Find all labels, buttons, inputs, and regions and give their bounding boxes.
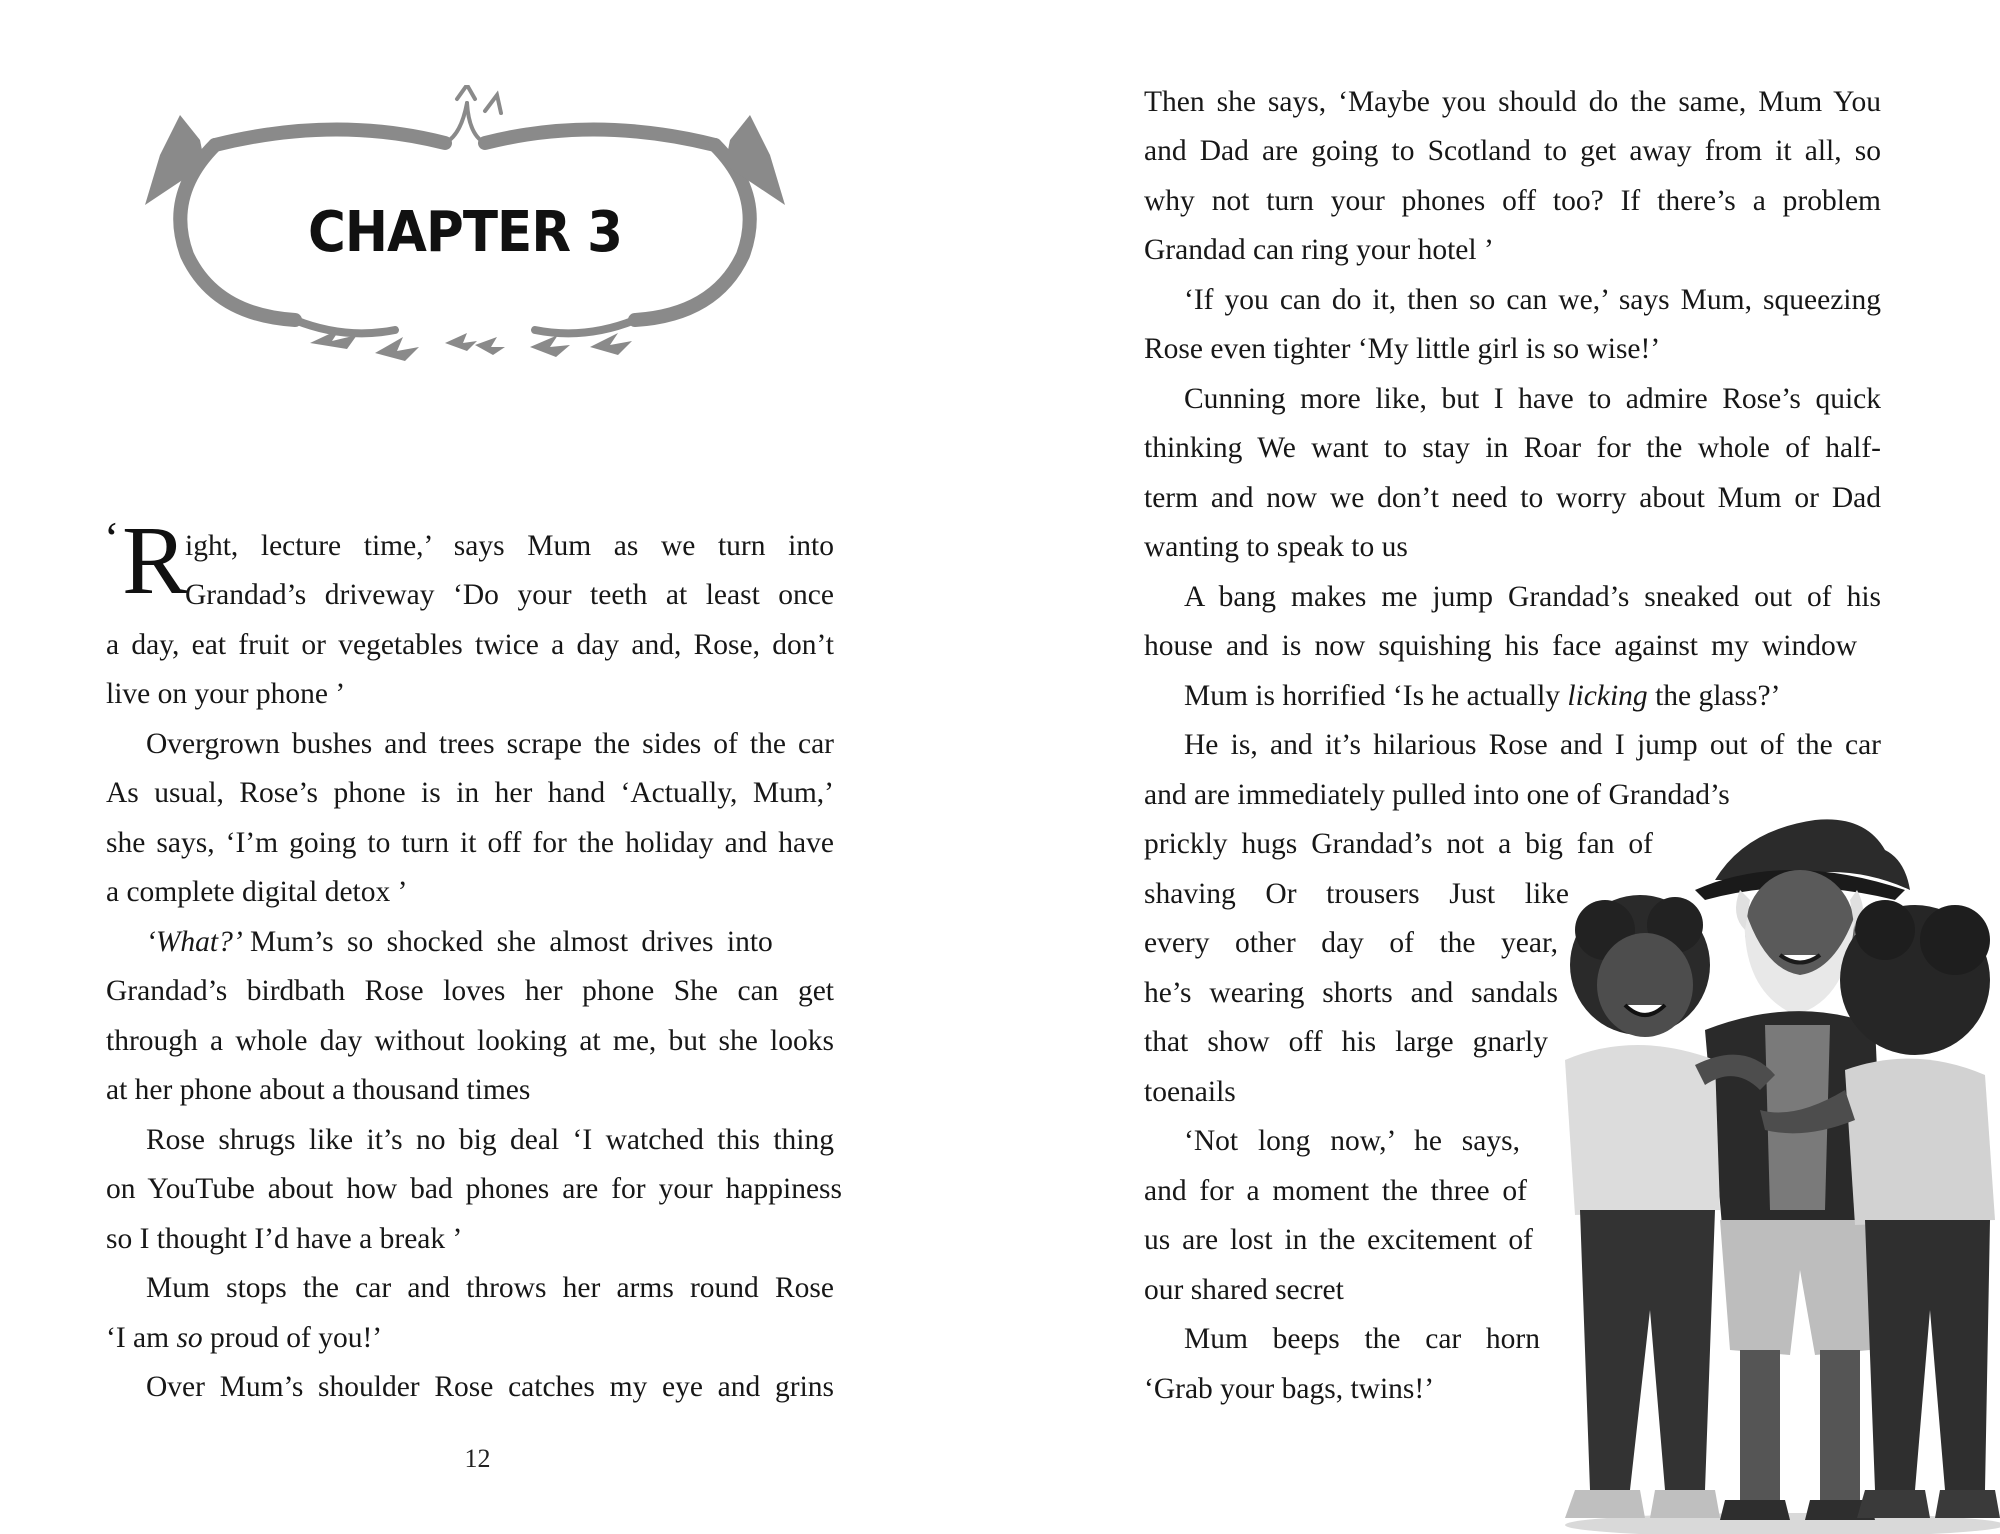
text-line: wanting to speak to us [1144, 531, 1408, 563]
text-line: Grandad’s birdbath Rose loves her phone She can get [106, 975, 834, 1007]
text-line: ight, lecture time,’ says Mum as we turn into [185, 530, 834, 562]
text-line: shaving Or trousers Just like [1144, 878, 1569, 910]
text-line: he’s wearing shorts and sandals [1144, 977, 1558, 1009]
text-line: through a whole day without looking at me, but she looks [106, 1025, 834, 1057]
drop-cap-letter: R [122, 507, 188, 615]
text-line: Rose shrugs like it’s no big deal ‘I watched this thing [146, 1124, 834, 1156]
text-line: As usual, Rose’s phone is in her hand ‘Actually, Mum,’ [106, 777, 834, 809]
text-line: A bang makes me jump Grandad’s sneaked out of his [1184, 581, 1881, 613]
text-span: Mum is horrified ‘Is he actually [1184, 680, 1568, 712]
text-line: a day, eat fruit or vegetables twice a day and, Rose, don’t [106, 629, 834, 661]
drop-cap-quote: ‘ [104, 512, 120, 563]
text-line: at her phone about a thousand times [106, 1074, 531, 1106]
text-line: He is, and it’s hilarious Rose and I jump out of the car [1184, 729, 1881, 761]
text-line: why not turn your phones off too? If there’s a problem [1144, 185, 1881, 217]
text-line: on YouTube about how bad phones are for your happiness [106, 1173, 842, 1205]
text-line: and Dad are going to Scotland to get away from it all, so [1144, 135, 1881, 167]
grandad-hugging-twins-illustration [1545, 790, 2000, 1534]
chapter-title: CHAPTER 3 [307, 200, 623, 265]
text-span: Mum’s so shocked she almost drives into [250, 926, 773, 958]
text-line: Cunning more like, but I have to admire Rose’s quick [1184, 383, 1881, 415]
text-line: that show off his large gnarly [1144, 1026, 1548, 1058]
text-line: us are lost in the excitement of [1144, 1224, 1533, 1256]
text-line: ‘If you can do it, then so can we,’ says Mum, squeezing [1184, 284, 1881, 316]
text-line: live on your phone ’ [106, 678, 346, 710]
text-line: toenails [1144, 1076, 1236, 1108]
text-line: so I thought I’d have a break ’ [106, 1223, 463, 1255]
text-span: ‘I am [106, 1322, 177, 1354]
text-line: Then she says, ‘Maybe you should do the same, Mum You [1144, 86, 1881, 118]
text-line: Mum beeps the car horn [1184, 1323, 1540, 1355]
text-line: and are immediately pulled into one of Grandad’s [1144, 779, 1730, 811]
text-line: every other day of the year, [1144, 927, 1558, 959]
text-line: our shared secret [1144, 1274, 1344, 1306]
text-line: she says, ‘I’m going to turn it off for the holiday and have [106, 827, 834, 859]
text-line: a complete digital detox ’ [106, 876, 408, 908]
text-line: thinking We want to stay in Roar for the whole of half- [1144, 432, 1881, 464]
text-line: term and now we don’t need to worry about Mum or Dad [1144, 482, 1881, 514]
italic-so: so [176, 1322, 203, 1354]
text-line [146, 918, 773, 968]
text-line: Rose even tighter ‘My little girl is so wise!’ [1144, 333, 1661, 365]
text-line: Overgrown bushes and trees scrape the sides of the car [146, 728, 834, 760]
text-line: and for a moment the three of [1144, 1175, 1527, 1207]
text-line: house and is now squishing his face against my window [1144, 630, 1857, 662]
text-line: Over Mum’s shoulder Rose catches my eye and grins [146, 1371, 834, 1403]
italic-what: ‘What?’ [146, 926, 243, 958]
text-line: ‘Not long now,’ he says, [1184, 1125, 1520, 1157]
text-span: the glass?’ [1655, 680, 1781, 712]
text-line: prickly hugs Grandad’s not a big fan of [1144, 828, 1653, 860]
text-span: proud of you!’ [210, 1322, 383, 1354]
text-line: ‘Grab your bags, twins!’ [1144, 1373, 1435, 1405]
text-line [1184, 672, 1780, 722]
text-line: Grandad can ring your hotel ’ [1144, 234, 1494, 266]
text-line: Mum stops the car and throws her arms round Rose [146, 1272, 834, 1304]
text-line [106, 1314, 382, 1364]
page-number: 12 [464, 1444, 491, 1473]
text-line: Grandad’s driveway ‘Do your teeth at least once [185, 579, 834, 611]
italic-licking: licking [1567, 680, 1648, 712]
